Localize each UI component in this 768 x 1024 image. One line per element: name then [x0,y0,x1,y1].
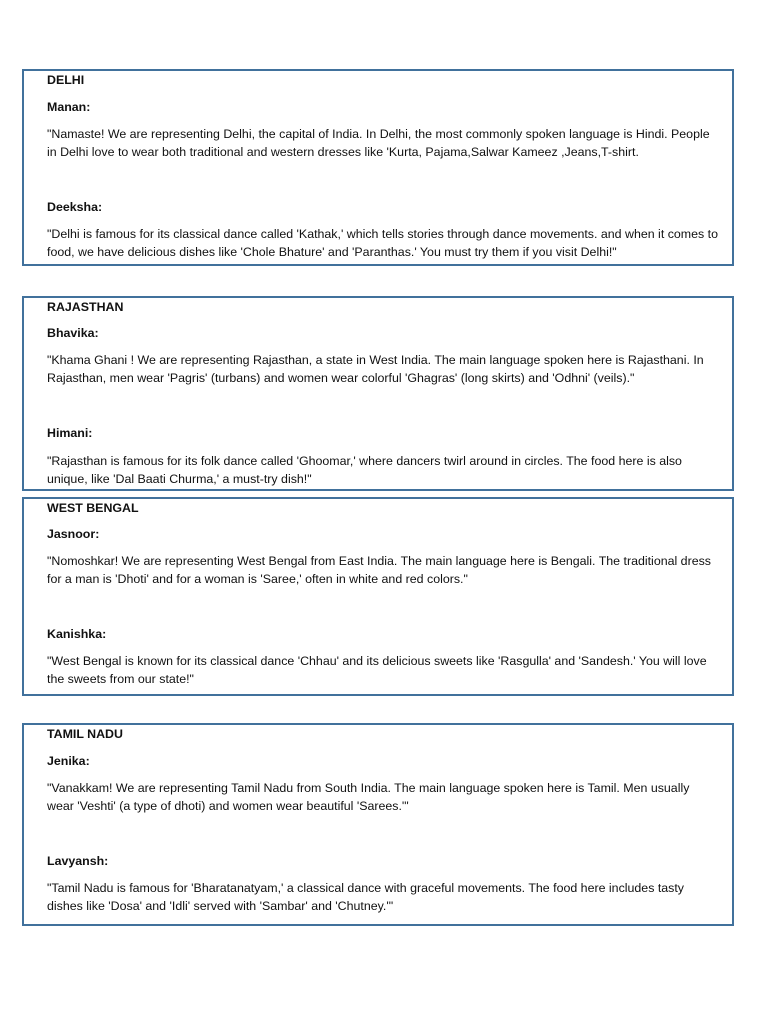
speaker-name: Lavyansh: [47,854,109,868]
section-west-bengal [22,497,734,696]
speaker-quote: "Delhi is famous for its classical dance called 'Kathak,' which tells stories through dance movements. and when it comes to food, we have delicious dishes like 'Chole Bhature' and 'Paranthas.' You must try them if you visit Delhi!" [47,227,718,259]
speaker-quote: "Nomoshkar! We are representing West Bengal from East India. The main language here is Bengali. The traditional dress for a man is 'Dhoti' and for a woman is 'Saree,' often in white and red colors." [47,554,711,586]
section-tamil-nadu [22,723,734,926]
speaker-name: Deeksha: [47,200,103,214]
section-delhi [22,69,734,266]
speaker-quote: "Tamil Nadu is famous for 'Bharatanatyam,' a classical dance with graceful movements. The food here includes tasty dishes like 'Dosa' and 'Idli' served with 'Sambar' and 'Chutney.'" [47,881,684,913]
speaker-name: Manan: [47,100,91,114]
speaker-quote: "Namaste! We are representing Delhi, the capital of India. In Delhi, the most commonly spoken language is Hindi. People in Delhi love to wear both traditional and western dresses like 'Kurta, Pajama,Salwar Kameez ,Jeans,T-shirt. [47,127,710,159]
section-rajasthan [22,296,734,491]
speaker-name: Kanishka: [47,627,107,641]
section-title: TAMIL NADU [47,727,123,741]
speaker-name: Bhavika: [47,326,99,340]
speaker-name: Jenika: [47,754,90,768]
section-title: RAJASTHAN [47,300,124,314]
speaker-name: Jasnoor: [47,527,100,541]
speaker-quote: "Vanakkam! We are representing Tamil Nadu from South India. The main language spoken here is Tamil. Men usually wear 'Veshti' (a type of dhoti) and women wear beautiful 'Sarees.'" [47,781,690,813]
section-title: WEST BENGAL [47,501,139,515]
speaker-name: Himani: [47,426,93,440]
speaker-quote: "West Bengal is known for its classical dance 'Chhau' and its delicious sweets like 'Rasgulla' and 'Sandesh.' You will love the sweets from our state!" [47,654,707,686]
speaker-quote: "Rajasthan is famous for its folk dance called 'Ghoomar,' where dancers twirl around in circles. The food here is also unique, like 'Dal Baati Churma,' a must-try dish!" [47,454,682,486]
speaker-quote: "Khama Ghani ! We are representing Rajasthan, a state in West India. The main language spoken here is Rajasthani. In Rajasthan, men wear 'Pagris' (turbans) and women wear colorful 'Ghagras' (long skirts) and 'Odhni' (veils)." [47,353,704,385]
section-title: DELHI [47,73,85,87]
